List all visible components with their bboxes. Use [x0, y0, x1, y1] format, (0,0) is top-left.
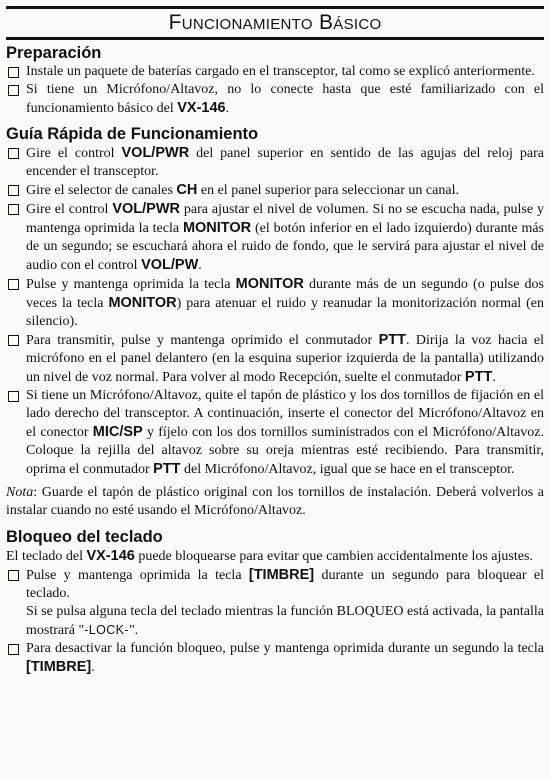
checkbox-bullet-icon [8, 335, 19, 346]
control-name: VOL/PW [141, 257, 199, 273]
section-title: Funcionamiento Básico [168, 11, 382, 34]
list-item: Para desactivar la función bloqueo, pulse y mantenga oprimida durante un segundo la tecla [TIMBRE]. [6, 640, 544, 677]
control-name: VOL/PWR [121, 145, 190, 161]
note-label: Nota [6, 485, 34, 500]
key-name: [TIMBRE] [26, 659, 92, 675]
key-name: MONITOR [108, 295, 177, 311]
switch-name: PTT [464, 369, 493, 385]
heading-preparacion: Preparación [6, 44, 102, 62]
section-header [6, 6, 544, 40]
switch-name: PTT [153, 461, 181, 477]
model-name: VX-146 [177, 100, 226, 116]
checkbox-bullet-icon [8, 391, 19, 402]
checkbox-bullet-icon [8, 148, 19, 159]
list-item: Para transmitir, pulse y mantenga oprimido el conmutador PTT. Dirija la voz hacia el micrófono en el panel delantero (en la esquina superior izquierda de la pantalla) utilizando un nivel de voz normal. Para volver al modo Recepción, suelte el conmutador PTT. [6, 331, 544, 387]
model-name: VX-146 [86, 548, 135, 564]
checkbox-bullet-icon [8, 644, 19, 655]
key-name: [TIMBRE] [248, 567, 315, 583]
list-item: Pulse y mantenga oprimida la tecla MONITOR durante más de un segundo (o pulse dos veces la tecla MONITOR) para atenuar el ruido y reanudar la monitorización normal (en silencio). [6, 275, 544, 331]
note-paragraph: Nota: Guarde el tapón de plástico original con los tornillos de instalación. Deberá volverlos a instalar cuando no esté usando el Micrófono/Altavoz. [6, 485, 544, 518]
heading-bloqueo: Bloqueo del teclado [6, 528, 163, 546]
key-name: MONITOR [235, 276, 304, 292]
list-item: Gire el control VOL/PWR del panel superior en sentido de las agujas del reloj para encender el transceptor. [6, 144, 544, 181]
intro-paragraph: El teclado del VX-146 puede bloquearse para evitar que cambien accidentalmente los ajustes. [6, 548, 533, 564]
lock-display-text: -LOCK- [84, 623, 129, 637]
control-name: CH [176, 182, 198, 198]
list-item: Si tiene un Micrófono/Altavoz, quite el tapón de plástico y los dos tornillos de fijación en el lado derecho del transceptor. A continuación, inserte el conector del Micrófono/Altavoz en el conector MIC/SP y fíjelo con los dos tornillos suministrados con el Micrófono/Altavoz. Coloque la rejilla del altavoz sobre su oreja mientras esté recibiendo. Para transmitir, oprima el conmutador PTT del Micrófono/Altavoz, igual que se hace en el transceptor. [6, 387, 544, 479]
checkbox-bullet-icon [8, 85, 19, 96]
list-item: Si tiene un Micrófono/Altavoz, no lo conecte hasta que esté familiarizado con el funcionamiento básico del VX-146. [6, 81, 544, 118]
checkbox-bullet-icon [8, 204, 19, 215]
connector-name: MIC/SP [92, 424, 143, 440]
key-name: MONITOR [182, 220, 252, 236]
list-item: Gire el control VOL/PWR para ajustar el nivel de volumen. Si no se escucha nada, pulse y mantenga oprimida la tecla MONITOR (el botón inferior en el lado izquierdo) durante más de un segundo; se escuchará ahora el ruido de fondo, que le servirá para ajustar el nivel de audio con el control VOL/PW. [6, 200, 544, 275]
list-item: Gire el selector de canales CH en el panel superior para seleccionar un canal. [6, 181, 544, 200]
checkbox-bullet-icon [8, 279, 19, 290]
heading-guia-rapida: Guía Rápida de Funcionamiento [6, 125, 259, 143]
manual-page [6, 6, 544, 677]
checkbox-bullet-icon [8, 67, 19, 78]
list-item: Instale un paquete de baterías cargado en el transceptor, tal como se explicó anteriormente. [6, 63, 544, 81]
checkbox-bullet-icon [8, 185, 19, 196]
switch-name: PTT [378, 332, 406, 348]
control-name: VOL/PWR [112, 201, 180, 217]
checkbox-bullet-icon [8, 570, 19, 581]
list-item: Pulse y mantenga oprimida la tecla [TIMBRE] durante un segundo para bloquear el teclado. Si se pulsa alguna tecla del teclado mientras la función BLOQUEO está activada, la pantalla mostrará "-LOCK-". [6, 566, 544, 640]
